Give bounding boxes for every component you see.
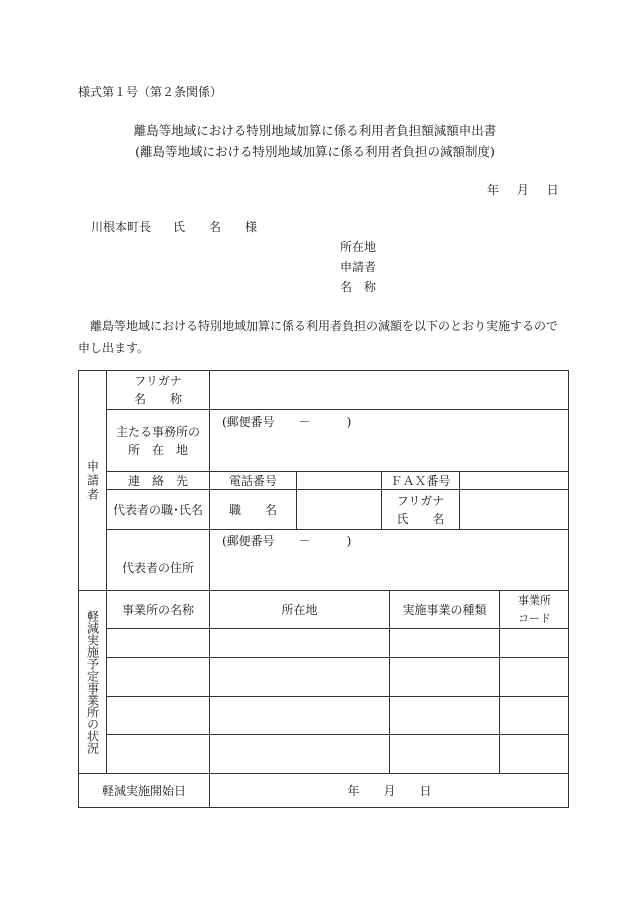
addressee-honorific: 様 (245, 220, 258, 234)
form-number: 様式第１号（第２条関係） (78, 85, 223, 99)
main-office-label-line2: 所 在 地 (127, 442, 188, 457)
applicant-section-label: 申請者 (85, 459, 100, 502)
fax-label: ＦＡＸ番号 (390, 473, 451, 488)
table-row[interactable] (107, 697, 569, 734)
applicant-label: 申請者 (340, 260, 377, 274)
col-facility-name: 事業所の名称 (121, 602, 194, 617)
furigana-label: フリガナ (134, 374, 182, 388)
start-date-label: 軽減実施開始日 (101, 784, 186, 798)
representative-label: 代表者の職･氏名 (112, 502, 203, 517)
main-office-label (107, 410, 209, 471)
applicant-name-label: 名 称 (340, 280, 377, 294)
addressee (91, 218, 257, 235)
phone-label: 電話番号 (228, 473, 277, 488)
phone-input-cell[interactable] (297, 472, 381, 489)
date-line: 年 月 日 (487, 183, 559, 197)
col-service-type: 実施事業の種類 (402, 602, 487, 617)
fax-input-cell[interactable] (460, 472, 569, 489)
body-text: 離島等地域における特別地域加算に係る利用者負担の減額を以下のとおり実施するので申し出ます。 (78, 319, 559, 355)
col-facility-code-line1: 事業所 (518, 593, 551, 607)
document-title: 離島等地域における特別地域加算に係る利用者負担額減額申出書 (133, 123, 497, 138)
name-label: 名 称 (133, 392, 182, 406)
rep-furigana-label: フリガナ (396, 493, 445, 508)
table-row[interactable] (107, 735, 569, 773)
rep-address-postal-code[interactable]: (郵便番号 － ) (222, 534, 352, 548)
application-table (78, 370, 569, 808)
rep-address-label: 代表者の住所 (121, 561, 194, 575)
main-office-postal-code[interactable]: (郵便番号 － ) (222, 415, 352, 429)
start-date-value[interactable]: 年 月 日 (347, 784, 432, 798)
contact-label: 連 絡 先 (127, 473, 188, 488)
table-row[interactable] (107, 629, 569, 657)
main-office-label-line1: 主たる事務所の (115, 424, 200, 439)
facility-section-label: 軽減実施予定事業所の状況 (85, 610, 100, 754)
position-label: 職 名 (228, 502, 277, 517)
rep-name-input-cell[interactable] (460, 490, 569, 529)
name-input-cell[interactable] (210, 371, 569, 409)
rep-name-text: 氏 名 (396, 511, 445, 526)
document-subtitle: (離島等地域における特別地域加算に係る利用者負担の減額制度) (135, 144, 495, 159)
furigana-name-label (107, 371, 209, 409)
addressee-office: 川根本町長 (91, 220, 152, 234)
rep-name-label (382, 490, 459, 529)
col-facility-code (500, 591, 569, 628)
addressee-name-label: 氏 名 (173, 220, 222, 234)
position-input-cell[interactable] (297, 490, 381, 529)
table-row[interactable] (107, 658, 569, 696)
col-location: 所在地 (281, 602, 318, 617)
applicant-address-label: 所在地 (340, 240, 377, 254)
col-facility-code-line2: コード (518, 611, 551, 625)
